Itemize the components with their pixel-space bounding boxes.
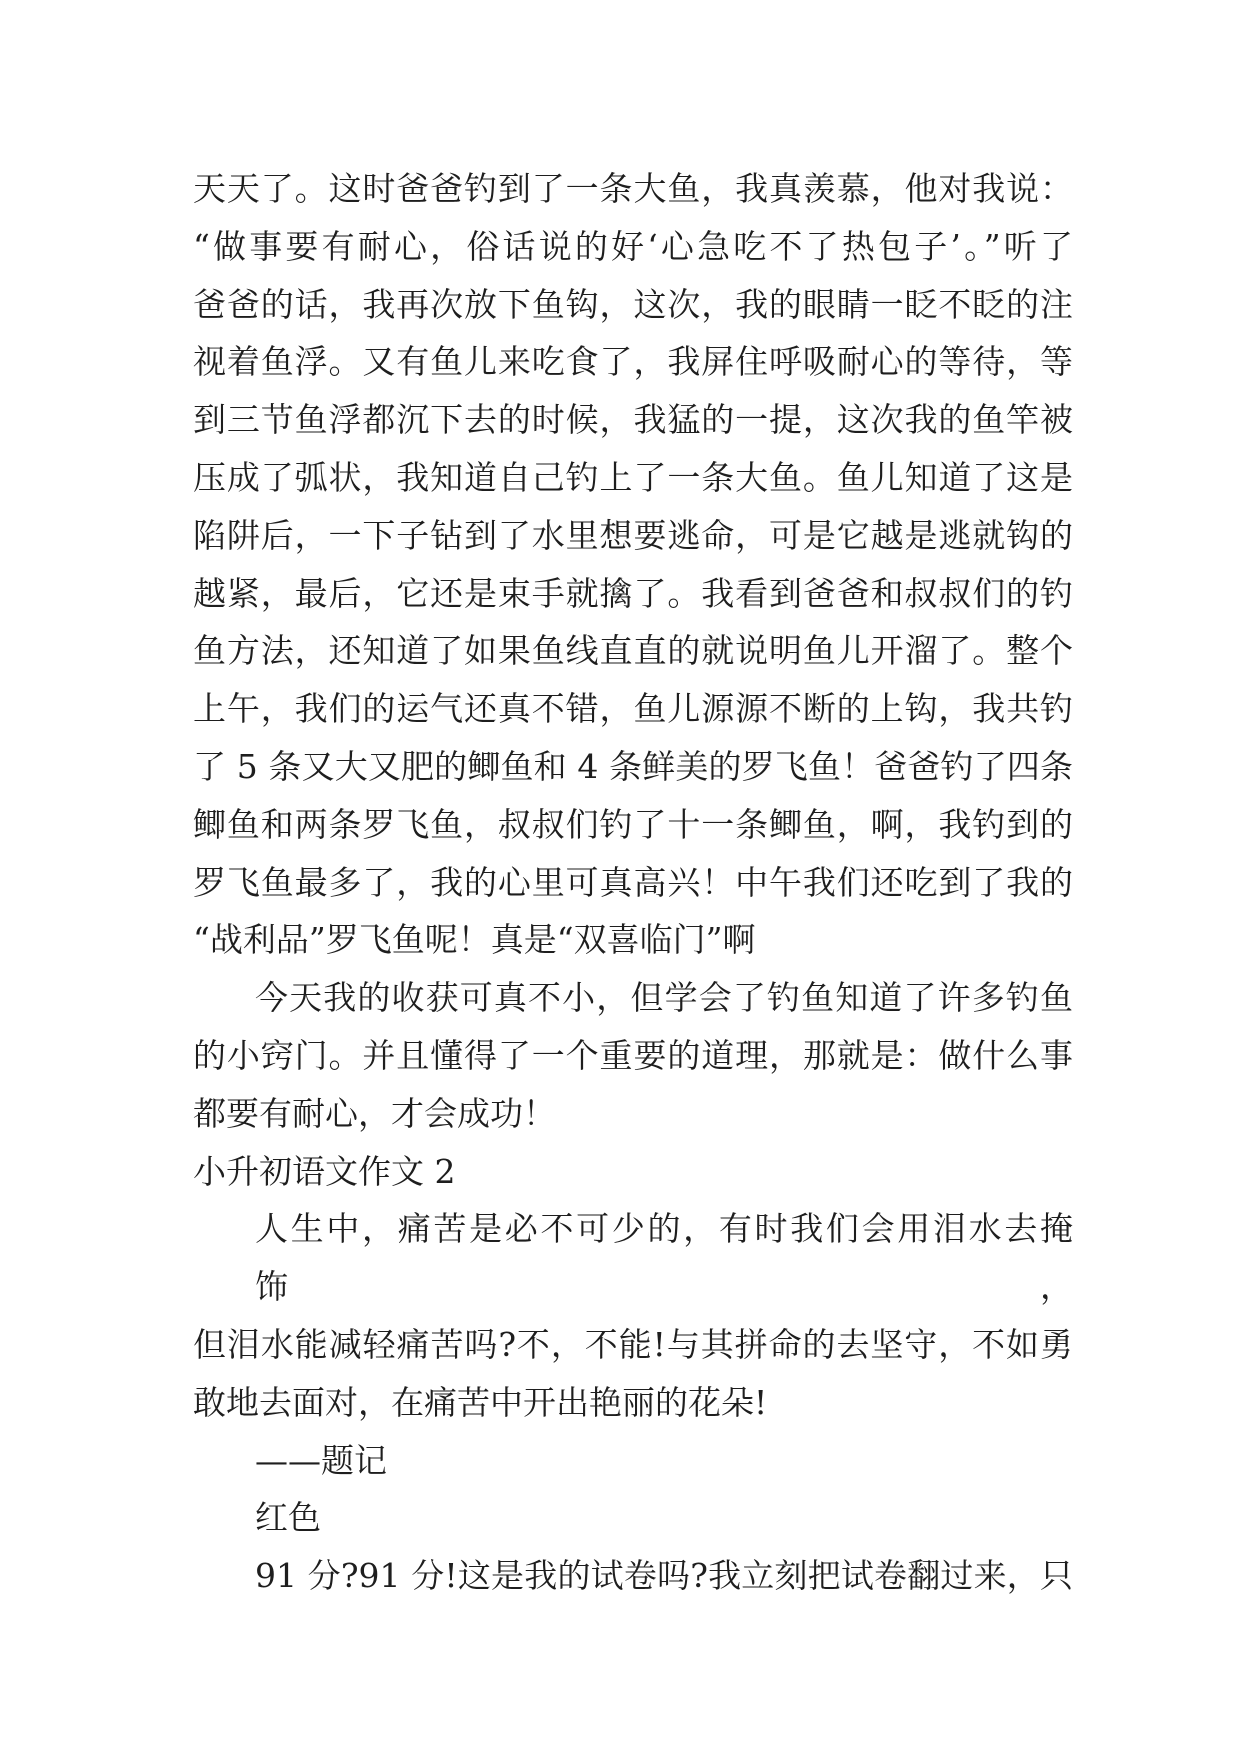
text-line: 今天我的收获可真不小，但学会了钓鱼知道了许多钓鱼 xyxy=(255,978,1073,1018)
text-line: 上午，我们的运气还真不错，鱼儿源源不断的上钩，我共钓 xyxy=(193,689,1073,729)
text-line: 敢地去面对，在痛苦中开出艳丽的花朵! xyxy=(193,1382,768,1422)
paragraph-conclusion xyxy=(193,969,1073,1142)
paragraph-test-score xyxy=(193,1547,1073,1605)
text-line: 但泪水能减轻痛苦吗?不，不能!与其拼命的去坚守，不如勇 xyxy=(193,1324,1073,1364)
text-line: 人生中，痛苦是必不可少的，有时我们会用泪水去掩饰， xyxy=(255,1209,1073,1307)
text-line: 爸爸的话，我再次放下鱼钩，这次，我的眼睛一眨不眨的注 xyxy=(193,284,1073,324)
paragraph-fishing-story xyxy=(193,160,1073,969)
text-line: 压成了弧状，我知道自己钓上了一条大鱼。鱼儿知道了这是 xyxy=(193,457,1073,497)
text-line: 鲫鱼和两条罗飞鱼，叔叔们钓了十一条鲫鱼，啊，我钓到的 xyxy=(193,804,1073,844)
text-line: 到三节鱼浮都沉下去的时候，我猛的一提，这次我的鱼竿被 xyxy=(193,400,1073,440)
paragraph-epigraph xyxy=(193,1200,1073,1431)
essay-subtitle: 红色 xyxy=(255,1498,321,1538)
text-line: 都要有耐心，才会成功！ xyxy=(193,1093,556,1133)
text-line: 91 分?91 分!这是我的试卷吗?我立刻把试卷翻过来，只 xyxy=(255,1556,1073,1596)
text-line: 天天了。这时爸爸钓到了一条大鱼，我真羡慕，他对我说： xyxy=(193,169,1073,208)
text-line: 鱼方法，还知道了如果鱼线直直的就说明鱼儿开溜了。整个 xyxy=(193,631,1073,671)
text-line: “战利品”罗飞鱼呢！真是“双喜临门”啊 xyxy=(193,920,756,960)
epigraph-attribution: ——题记 xyxy=(255,1440,387,1480)
text-line: “做事要有耐心，俗话说的好‘心急吃不了热包子’。”听了 xyxy=(193,226,1073,266)
text-line: 的小窍门。并且懂得了一个重要的道理，那就是：做什么事 xyxy=(193,1035,1073,1075)
text-line: 陷阱后，一下子钻到了水里想要逃命，可是它越是逃就钩的 xyxy=(193,515,1073,555)
text-line: 越紧，最后，它还是束手就擒了。我看到爸爸和叔叔们的钓 xyxy=(193,573,1073,613)
text-line: 了 5 条又大又肥的鲫鱼和 4 条鲜美的罗飞鱼！爸爸钓了四条 xyxy=(193,746,1073,786)
section-heading: 小升初语文作文 2 xyxy=(193,1151,456,1191)
document-body xyxy=(193,160,1073,1605)
text-line: 罗飞鱼最多了，我的心里可真高兴！中午我们还吃到了我的 xyxy=(193,862,1073,902)
text-line: 视着鱼浮。又有鱼儿来吃食了，我屏住呼吸耐心的等待，等 xyxy=(193,342,1073,382)
